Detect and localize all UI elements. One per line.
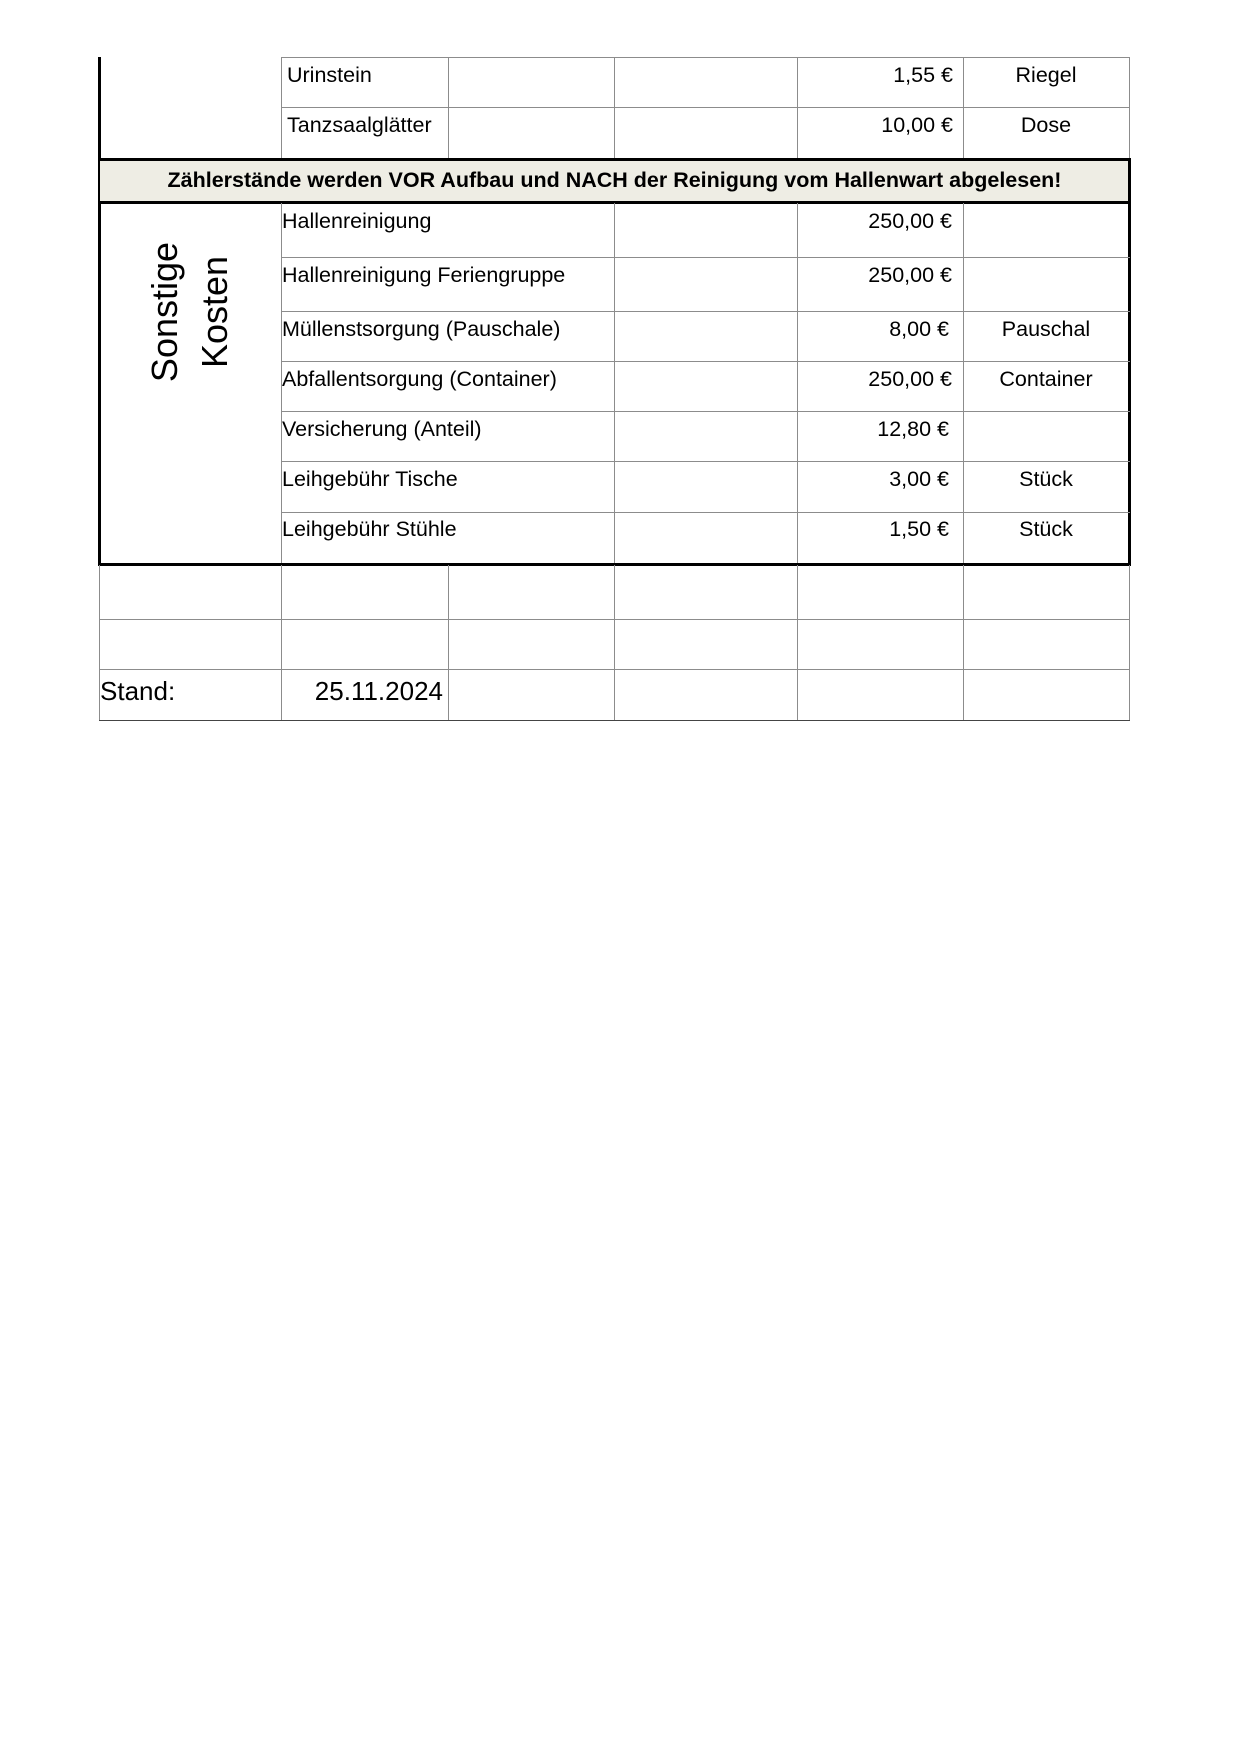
meter-reading-notice: Zählerstände werden VOR Aufbau und NACH der Reinigung vom Hallenwart abgelesen! <box>167 168 1062 192</box>
row-unit: Riegel <box>1015 63 1077 87</box>
row-item: Urinstein <box>287 63 372 87</box>
cost-unit: Container <box>999 367 1093 391</box>
row-price: 1,55 € <box>893 63 953 87</box>
section-label-other-costs: Sonstige Kosten <box>144 241 235 383</box>
footer-stand-label: Stand: <box>100 676 176 706</box>
cost-price: 250,00 € <box>868 367 952 391</box>
cost-item: Leihgebühr Tische <box>282 467 458 491</box>
cost-item: Versicherung (Anteil) <box>282 417 482 441</box>
cost-item: Müllenstsorgung (Pauschale) <box>282 317 561 341</box>
row-price: 10,00 € <box>881 113 953 137</box>
cost-item: Hallenreinigung <box>282 209 432 233</box>
cost-item: Hallenreinigung Feriengruppe <box>282 263 566 287</box>
left-border <box>98 57 101 565</box>
cost-price: 3,00 € <box>889 467 949 491</box>
row-unit: Dose <box>1020 113 1072 137</box>
row-item: Tanzsaalglätter <box>287 113 432 137</box>
cost-item: Leihgebühr Stühle <box>282 517 457 541</box>
cost-price: 8,00 € <box>889 317 949 341</box>
cost-item: Abfallentsorgung (Container) <box>282 367 557 391</box>
cost-price: 1,50 € <box>889 517 949 541</box>
cost-price: 250,00 € <box>868 209 952 233</box>
cost-unit: Stück <box>1019 467 1073 491</box>
cost-price: 12,80 € <box>877 417 949 441</box>
cost-unit: Stück <box>1019 517 1073 541</box>
cost-price: 250,00 € <box>868 263 952 287</box>
cost-unit: Pauschal <box>1001 317 1091 341</box>
footer-stand-date: 25.11.2024 <box>314 676 443 706</box>
